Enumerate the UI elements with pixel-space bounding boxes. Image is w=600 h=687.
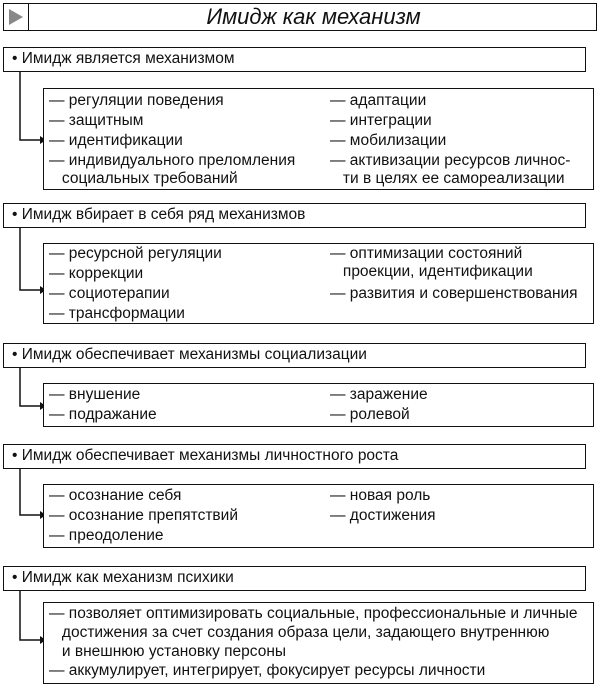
section-5-header: • Имидж как механизм психики <box>3 566 586 591</box>
list-item: — осознание препятствий <box>49 507 238 524</box>
list-item: — адаптации <box>330 92 427 109</box>
list-item: достижения за счет создания образа цели, задающего внутреннюю <box>49 624 550 641</box>
list-item: — оптимизации состояний <box>330 245 523 262</box>
list-item: — интеграции <box>330 112 432 129</box>
list-item: — идентификации <box>49 132 183 149</box>
list-item: — преодоление <box>49 527 164 544</box>
section-1-header: • Имидж является механизмом <box>3 47 586 72</box>
list-item: — новая роль <box>330 487 431 504</box>
page-title: Имидж как механизм <box>206 4 421 29</box>
list-item: — осознание себя <box>49 487 182 504</box>
list-item: и внешнюю установку персоны <box>49 643 287 660</box>
list-item: — социотерапии <box>49 285 170 302</box>
list-item: — коррекции <box>49 265 144 282</box>
list-item: — достижения <box>330 507 436 524</box>
list-item: — внушение <box>49 386 141 403</box>
list-item: — развития и совершенствования <box>330 285 578 302</box>
list-item: — защитным <box>49 112 144 129</box>
list-item: социальных требований <box>49 170 238 187</box>
list-item: ти в целях ее самореализации <box>330 170 565 187</box>
list-item: — регуляции поведения <box>49 92 224 109</box>
list-item: — заражение <box>330 386 428 403</box>
list-item: — мобилизации <box>330 132 447 149</box>
section-2-header: • Имидж вбирает в себя ряд механизмов <box>3 203 586 228</box>
list-item: — подражание <box>49 406 157 423</box>
list-item: — индивидуального преломления <box>49 152 296 169</box>
list-item: — активизации ресурсов личнос- <box>330 152 571 169</box>
list-item: — позволяет оптимизировать социальные, профессиональные и личные <box>49 605 578 622</box>
list-item: — ролевой <box>330 406 410 423</box>
list-item: — аккумулирует, интегрирует, фокусирует ресурсы личности <box>49 662 486 679</box>
list-item: — трансформации <box>49 305 185 322</box>
section-3-header: • Имидж обеспечивает механизмы социализации <box>3 343 586 368</box>
list-item: — ресурсной регуляции <box>49 245 222 262</box>
section-4-header: • Имидж обеспечивает механизмы личностного роста <box>3 444 586 469</box>
list-item: проекции, идентификации <box>330 263 533 280</box>
